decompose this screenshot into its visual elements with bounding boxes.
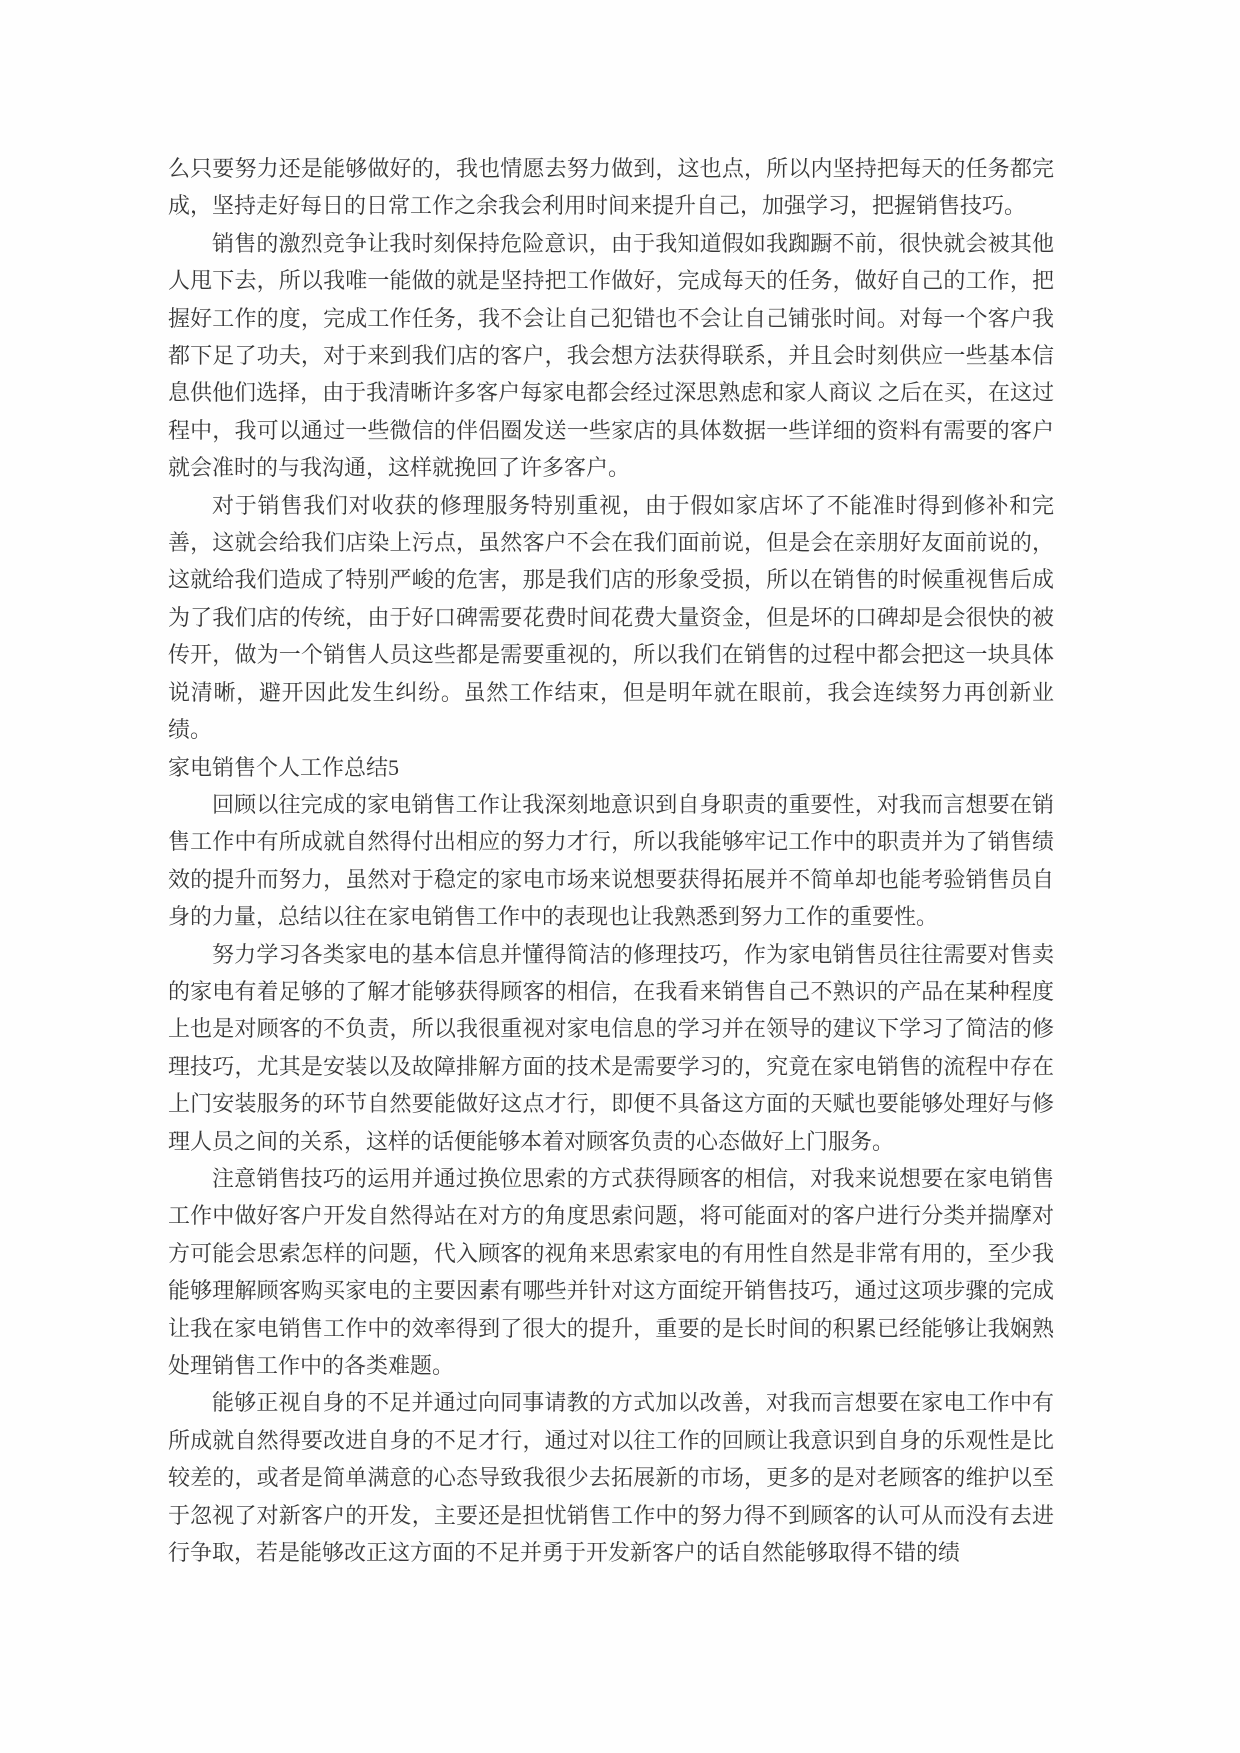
paragraph-continuation: 么只要努力还是能够做好的，我也情愿去努力做到，这也点，所以内坚持把每天的任务都完成，坚持走好每日的日常工作之余我会利用时间来提升自己，加强学习，把握销售技巧。 (168, 156, 1054, 219)
paragraph: 销售的激烈竞争让我时刻保持危险意识，由于我知道假如我踟蹰不前，很快就会被其他人甩下去，所以我唯一能做的就是坚持把工作做好，完成每天的任务，做好自己的工作，把握好工作的度，完成工作任务，我不会让自己犯错也不会让自己铺张时间。对每一个客户我都下足了功夫，对于来到我们店的客户，我会想方法获得联系，并且会时刻供应一些基本信息供他们选择，由于我清晰许多客户每家电都会经过深思熟虑和家人商议 之后在买，在这过程中，我可以通过一些微信的伴侣圈发送一些家店的具体数据一些详细的资料有需要的客户就会准时的与我沟通，这样就挽回了许多客户。 (168, 230, 1054, 481)
paragraph-cutoff: 能够正视自身的不足并通过向同事请教的方式加以改善，对我而言想要在家电工作中有所成就自然得要改进自身的不足才行，通过对以往工作的回顾让我意识到自身的乐观性是比较差的，或者是简单满意的心态导致我很少去拓展新的市场，更多的是对老顾客的维护以至于忽视了对新客户的开发，主要还是担忧销售工作中的努力得不到顾客的认可从而没有去进行争取，若是能够改正这方面的不足并勇于开发新客户的话自然能够取得不错的绩 (168, 1390, 1054, 1566)
paragraph: 注意销售技巧的运用并通过换位思索的方式获得顾客的相信，对我来说想要在家电销售工作中做好客户开发自然得站在对方的角度思索问题，将可能面对的客户进行分类并揣摩对方可能会思索怎样的问题，代入顾客的视角来思索家电的有用性自然是非常有用的，至少我能够理解顾客购买家电的主要因素有哪些并针对这方面绽开销售技巧，通过这项步骤的完成让我在家电销售工作中的效率得到了很大的提升，重要的是长时间的积累已经能够让我娴熟处理销售工作中的各类难题。 (168, 1165, 1054, 1378)
section-heading: 家电销售个人工作总结5 (168, 754, 400, 780)
document-body (168, 150, 1054, 1571)
paragraph: 对于销售我们对收获的修理服务特别重视，由于假如家店坏了不能准时得到修补和完善，这就会给我们店染上污点，虽然客户不会在我们面前说，但是会在亲朋好友面前说的，这就给我们造成了特别严峻的危害，那是我们店的形象受损，所以在销售的时候重视售后成为了我们店的传统，由于好口碑需要花费时间花费大量资金，但是坏的口碑却是会很快的被传开，做为一个销售人员这些都是需要重视的，所以我们在销售的过程中都会把这一块具体说清晰，避开因此发生纠纷。虽然工作结束，但是明年就在眼前，我会连续努力再创新业绩。 (168, 492, 1054, 743)
paragraph: 回顾以往完成的家电销售工作让我深刻地意识到自身职责的重要性，对我而言想要在销售工作中有所成就自然得付出相应的努力才行，所以我能够牢记工作中的职责并为了销售绩效的提升而努力，虽然对于稳定的家电市场来说想要获得拓展并不简单却也能考验销售员自身的力量，总结以往在家电销售工作中的表现也让我熟悉到努力工作的重要性。 (168, 791, 1054, 930)
paragraph: 努力学习各类家电的基本信息并懂得简洁的修理技巧，作为家电销售员往往需要对售卖的家电有着足够的了解才能够获得顾客的相信，在我看来销售自己不熟识的产品在某种程度上也是对顾客的不负责，所以我很重视对家电信息的学习并在领导的建议下学习了简洁的修理技巧，尤其是安装以及故障排解方面的技术是需要学习的，究竟在家电销售的流程中存在上门安装服务的环节自然要能做好这点才行，即便不具备这方面的天赋也要能够处理好与修理人员之间的关系，这样的话便能够本着对顾客负责的心态做好上门服务。 (168, 941, 1054, 1154)
